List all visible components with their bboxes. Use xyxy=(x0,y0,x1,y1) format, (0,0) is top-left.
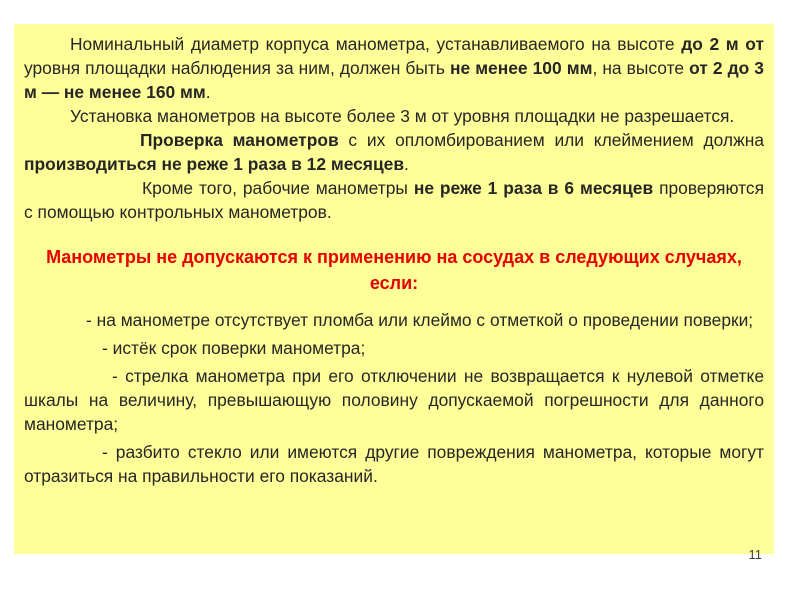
text-span: Кроме того, рабочие манометры xyxy=(142,178,414,198)
text-span: , на высоте xyxy=(592,58,690,78)
list-item: - на манометре отсутствует пломба или клеймо с отметкой о проведении поверки; xyxy=(86,310,754,330)
text-span: . xyxy=(205,82,211,102)
text-span: . xyxy=(404,154,409,174)
bold-span: не реже 1 раза в 6 месяцев xyxy=(413,178,654,198)
bold-span: от 2 до 3 м — не менее 160 мм xyxy=(24,58,764,102)
paragraph-control-check xyxy=(24,176,764,224)
slide-content xyxy=(14,24,774,554)
bold-span: Проверка манометров xyxy=(140,130,339,150)
page-number: 11 xyxy=(748,547,762,562)
text-span: Установка манометров на высоте более 3 м от уровня площадки не разрешается. xyxy=(70,106,735,126)
text-span: проверяются с помощью контрольных манометров. xyxy=(24,178,765,222)
text-span: Номинальный диаметр корпуса манометра, устанавливаемого на высоте xyxy=(70,34,682,54)
paragraph-diameter xyxy=(24,32,764,104)
list-item: - стрелка манометра при его отключении не возвращается к нулевой отметке шкалы на величину, превышающую половину допускаемой погрешности для данного манометра; xyxy=(24,366,764,434)
list-item: - истёк срок поверки манометра; xyxy=(102,338,366,358)
bold-span: до 2 м от xyxy=(681,34,764,54)
warning-heading: Манометры не допускаются к применению на сосудах в следующих случаях, если: xyxy=(46,247,742,293)
text-span: с их опломбированием или клеймением должна xyxy=(338,130,764,150)
list-item: - разбито стекло или имеются другие повреждения манометра, которые могут отразиться на правильности его показаний. xyxy=(24,442,764,486)
text-span: уровня площадки наблюдения за ним, должен быть xyxy=(24,58,450,78)
bold-span: не менее 100 мм xyxy=(449,58,593,78)
paragraph-verification xyxy=(24,128,764,176)
paragraph-height-restriction xyxy=(24,104,764,128)
bold-span: производиться не реже 1 раза в 12 месяцев xyxy=(24,154,405,174)
conditions-list xyxy=(24,308,764,488)
